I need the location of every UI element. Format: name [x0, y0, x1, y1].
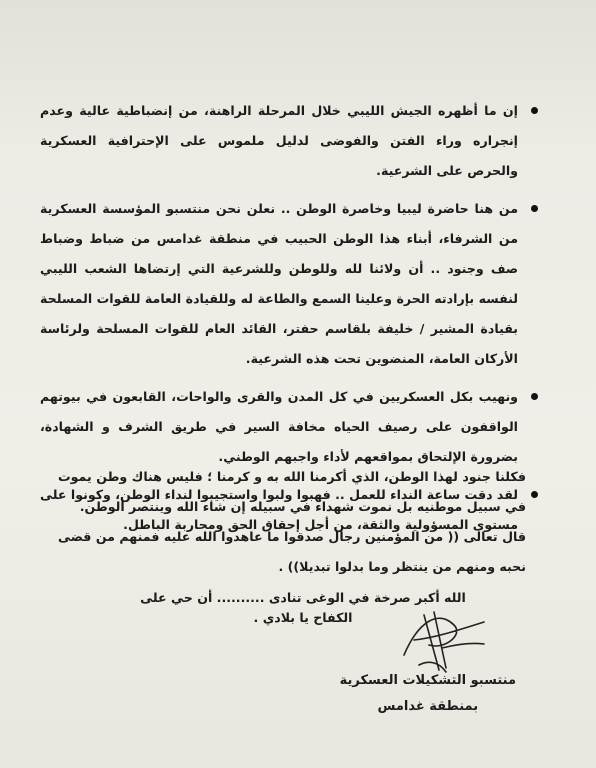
bullet-text: إن ما أظهره الجيش الليبي خلال المرحلة الراهنة، من إنضباطية عالية وعدم إنجراره وراء الفتن والفوضى لدليل ملموس على الإحترافية العسكرية والحرص على الشرعية.: [40, 103, 518, 178]
bullet-text: من هنا حاضرة ليبيا وخاصرة الوطن .. نعلن نحن منتسبو المؤسسة العسكرية من الشرفاء، أبناء هذا الوطن الحبيب في منطقة غدامس من ضباط وضباط صف وجنود .. أن ولائنا لله وللوطن وللشرعية التي إرتضاها الشعب الليبي لنفسه بإرادته الحرة وعلينا السمع والطاعة له وللقيادة العامة للقوات المسلحة بقيادة المشير / خليفة بلقاسم حفتر، القائد العام للقوات المسلحة ولرئاسة الأركان العامة، المنضوين تحت هذه الشرعية.: [40, 201, 518, 366]
signatory-line1: منتسبو التشكيلات العسكرية: [339, 673, 516, 688]
bullet-item: [40, 194, 538, 374]
bullet-dot: [531, 491, 538, 498]
closing-paragraph: فكلنا جنود لهذا الوطن، الذي أكرمنا الله به و كرمنا ؛ فليس هناك وطن يموت في سبيل موطنيه بل نموت شهداء في سبيله إن شاء الله وينتصر الوطن.: [58, 469, 526, 514]
quran-quote: قال تعالى (( من المؤمنين رجال صدقوا ما عاهدوا الله عليه فمنهم من قضى نحبه ومنهم من ينتظر وما بدلوا تبديلا)) .: [58, 529, 526, 574]
bullet-item: [40, 96, 538, 186]
bullet-dot: [531, 205, 538, 212]
slogan: الله أكبر صرخة في الوغى تنادى .......... أن حي على الكفاح يا بلادي .: [140, 590, 466, 625]
signatory-line2: بمنطقة غدامس: [377, 699, 479, 714]
bullet-text: لقد دقت ساعة النداء للعمل .. فهبوا ولبوا واستجيبوا لنداء الوطن، وكونوا على مستوى المسؤولية والثقة، من أجل إحقاق الحق ومحاربة الباطل.: [40, 487, 518, 532]
bullet-dot: [531, 393, 538, 400]
bullet-dot: [531, 107, 538, 114]
signatory-block: [340, 668, 516, 720]
bullet-item: [40, 382, 538, 472]
closing-section: [58, 462, 526, 582]
bullet-text: ونهيب بكل العسكريين في كل المدن والقرى والواحات، القابعون في بيوتهم الواقفون على رصيف الحياه مخافة السير في طريق الشرف و الشهادة، بضرورة الإلتحاق بمواقعهم لأداء واجبهم الوطني.: [40, 389, 518, 464]
